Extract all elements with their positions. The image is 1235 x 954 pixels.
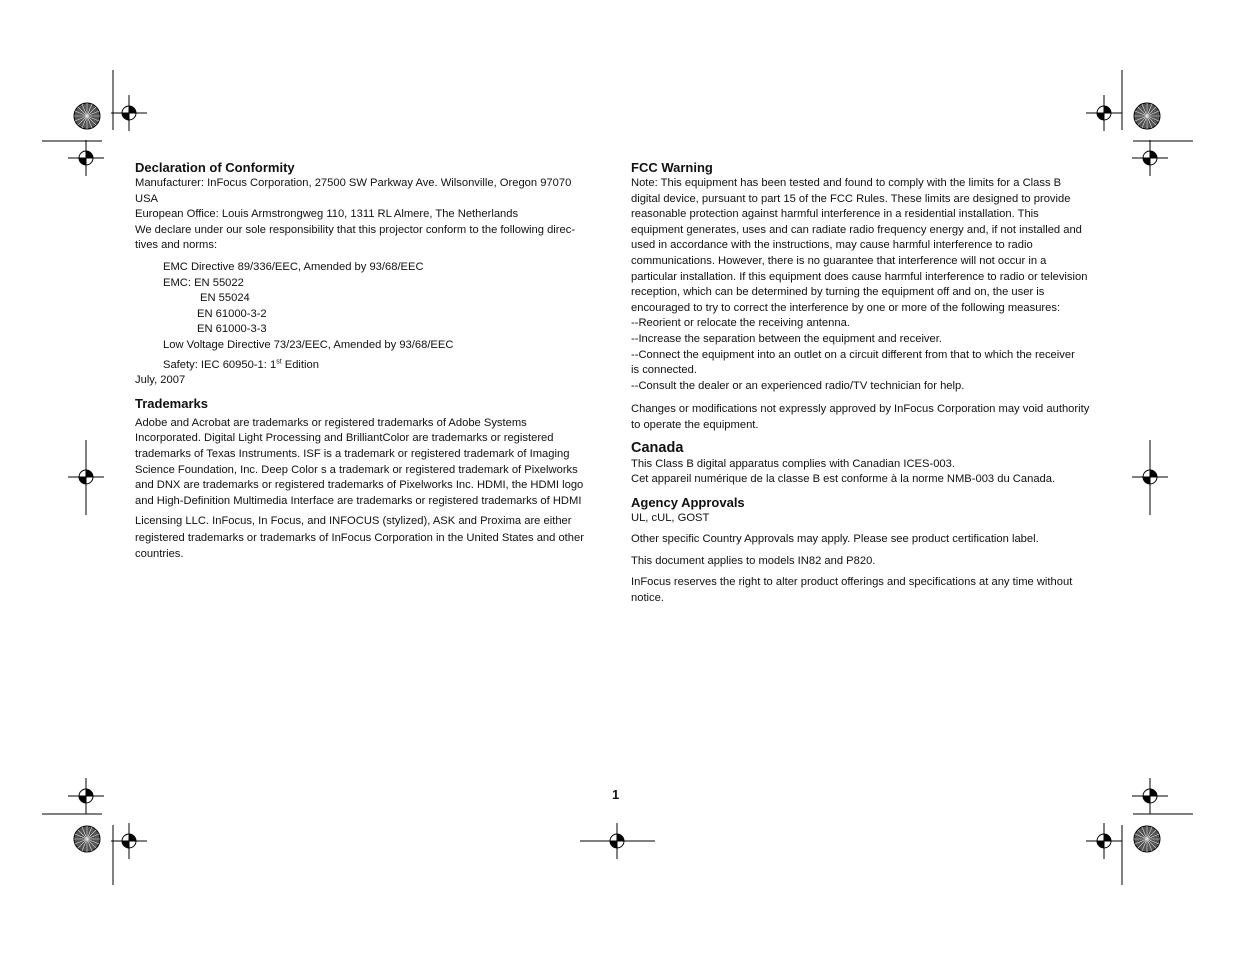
registration-mark <box>1086 95 1122 131</box>
registration-mark <box>111 95 147 131</box>
registration-mark <box>1132 140 1168 176</box>
declaration-heading: Declaration of Conformity <box>135 160 295 175</box>
fcc-heading: FCC Warning <box>631 160 713 175</box>
registration-mark <box>111 823 147 859</box>
left-column <box>135 159 605 563</box>
fcc-changes: Changes or modifications not expressly approved by InFocus Corporation may void authority <box>631 403 1090 416</box>
canada-heading: Canada <box>631 439 684 456</box>
canada-line-en: This Class B digital apparatus complies with Canadian ICES-003. <box>631 457 955 470</box>
right-column <box>631 159 1101 607</box>
registration-mark <box>1086 823 1122 859</box>
declare-text-cont: tives and norms: <box>135 239 218 252</box>
registration-mark <box>68 778 104 814</box>
trademarks-text: Adobe and Acrobat are trademarks or registered trademarks of Adobe Systems Incorporated. Digital Light Processing and BrilliantColor are trademarks or registered trademarks of Texas Instruments. ISF is a trademark or registered trademark of Imaging Science Foundation, Inc. Deep Color s a trademark or registered trademark of Pixelworks and DNX are trademarks or registered trademarks of Pixelworks Inc. HDMI, the HDMI logo and High-Definition Multimedia Interface are trademarks or registered trademarks of HDMI <box>135 416 584 507</box>
en61000-3-2: EN 61000-3-2 <box>197 307 267 320</box>
emc-standard: EMC: EN 55022 <box>163 276 244 289</box>
agency-heading: Agency Approvals <box>631 494 745 510</box>
models-note: This document applies to models IN82 and P820. <box>631 554 876 567</box>
page-number: 1 <box>612 787 620 802</box>
fcc-changes-cont: to operate the equipment. <box>631 418 759 431</box>
declaration-date: July, 2007 <box>135 374 186 387</box>
star-mark-bottom-left <box>74 826 100 852</box>
star-mark-bottom-right <box>1134 826 1160 852</box>
trademarks-heading: Trademarks <box>135 395 208 411</box>
star-mark-top-left <box>74 103 100 129</box>
en55024: EN 55024 <box>200 292 250 305</box>
manufacturer-line: Manufacturer: InFocus Corporation, 27500 SW Parkway Ave. Wilsonville, Oregon 97070 <box>135 177 572 189</box>
safety-standard: Safety: IEC 60950-1: 1st Edition <box>163 357 319 371</box>
emc-directive: EMC Directive 89/336/EEC, Amended by 93/68/EEC <box>163 260 424 273</box>
reserve-note: InFocus reserves the right to alter product offerings and specifications at any time without <box>631 576 1073 589</box>
declare-text: We declare under our sole responsibility that this projector conform to the following direc- <box>135 223 576 236</box>
trademarks-text-cont: Licensing LLC. InFocus, In Focus, and INFOCUS (stylized), ASK and Proxima are either registered trademarks or trademarks of InFocus Corporation in the United States and other countries. <box>135 515 584 561</box>
agency-other: Other specific Country Approvals may apply. Please see product certification label. <box>631 533 1039 546</box>
registration-mark <box>68 140 104 176</box>
fcc-text: Note: This equipment has been tested and found to comply with the limits for a Class B digital device, pursuant to part 15 of the FCC Rules. These limits are designed to provide reasonable protection against harmful interference in a residential installation. This equipment generates, uses and can radiate radio frequency energy and, if not installed and used in accordance with the instructions, may cause harmful interference to radio communications. However, there is no guarantee that interference will not occur in a particular installation. If this equipment does cause harmful interference to radio or television reception, which can be determined by turning the equipment off and on, the user is encouraged to try to correct the interference by one or more of the following measures: --Reorient or relocate the receiving antenna. --Increase the separation between the equipment and receiver. --Connect the equipment into an outlet on a circuit different from that to which the receiver is connected. --Consult the dealer or an experienced radio/TV technician for help. <box>631 177 1088 392</box>
star-mark-top-right <box>1134 103 1160 129</box>
reserve-note-cont: notice. <box>631 592 664 605</box>
manufacturer-country: USA <box>135 192 159 205</box>
en61000-3-3: EN 61000-3-3 <box>197 323 267 336</box>
low-voltage-directive: Low Voltage Directive 73/23/EEC, Amended by 93/68/EEC <box>163 338 454 351</box>
european-office: European Office: Louis Armstrongweg 110, 1311 RL Almere, The Netherlands <box>135 208 519 221</box>
registration-mark <box>1132 778 1168 814</box>
agency-list: UL, cUL, GOST <box>631 511 710 524</box>
canada-line-fr: Cet appareil numérique de la classe B est conforme à la norme NMB-003 du Canada. <box>631 473 1056 486</box>
